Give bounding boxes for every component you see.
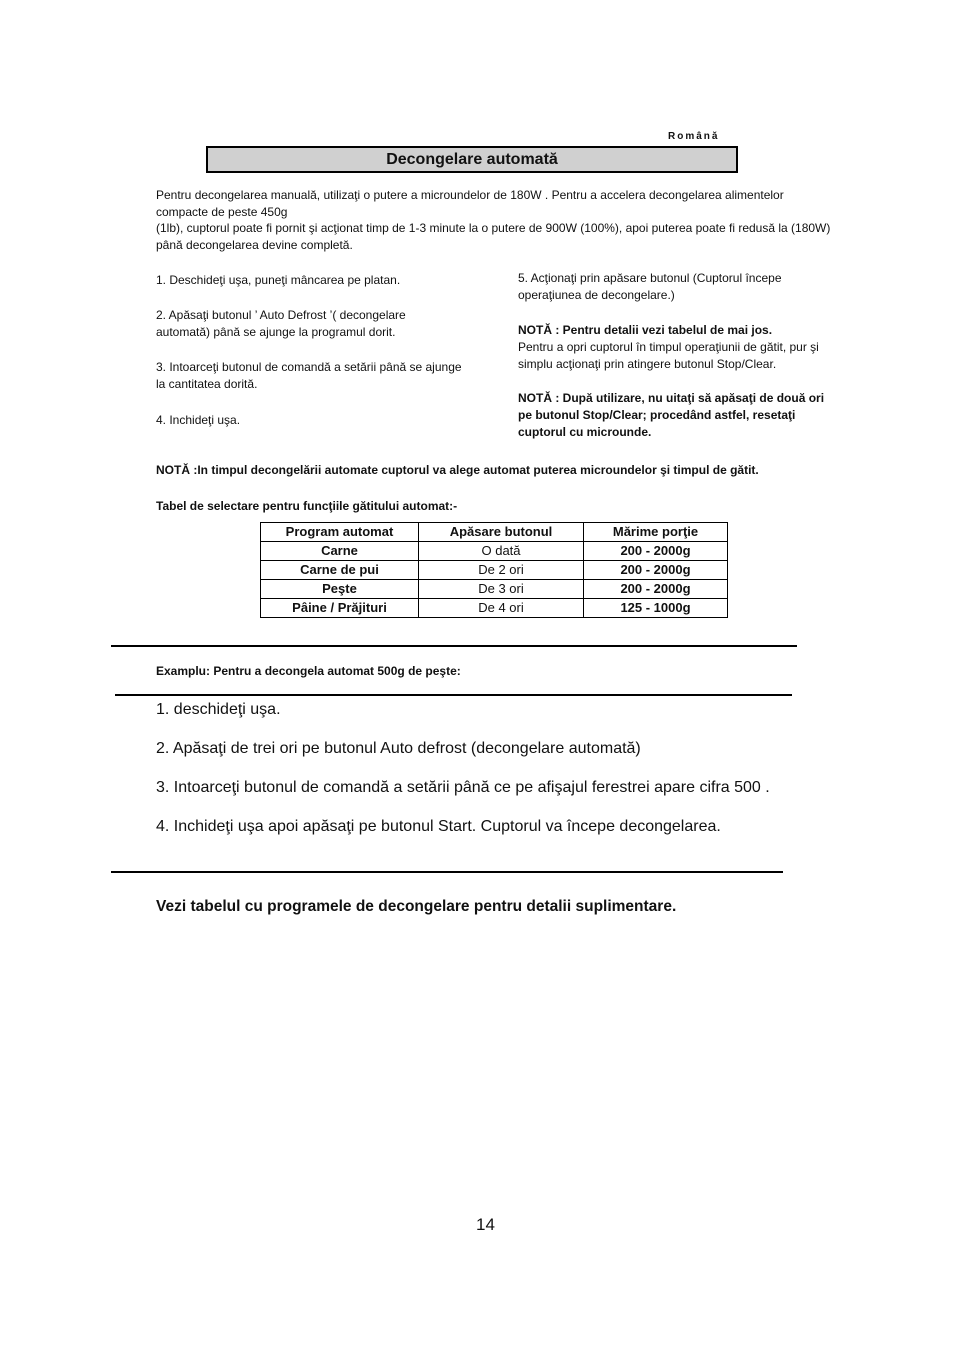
table-title: Tabel de selectare pentru funcţiile gătitului automat:-	[156, 499, 458, 513]
table-header-row	[261, 523, 728, 542]
table-header-press: Apăsare butonul	[419, 523, 584, 542]
table-cell-press: De 3 ori	[419, 580, 584, 599]
table-cell-portion: 200 - 2000g	[584, 542, 728, 561]
table-cell-program: Carne de pui	[261, 561, 419, 580]
table-row	[261, 542, 728, 561]
table-header-program: Program automat	[261, 523, 419, 542]
example-step-2: 2. Apăsaţi de trei ori pe butonul Auto defrost (decongelare automată)	[156, 740, 641, 757]
divider-example	[115, 694, 792, 696]
table-cell-portion: 200 - 2000g	[584, 580, 728, 599]
table-cell-press: De 4 ori	[419, 599, 584, 618]
note-1	[518, 322, 823, 373]
language-label: Română	[668, 131, 720, 142]
step-2: 2. Apăsaţi butonul ’ Auto Defrost ’( decongelare automată) până se ajunge la programul dorit.	[156, 308, 406, 339]
intro-line-2: (1lb), cuptorul poate fi pornit şi acţionat timp de 1-3 minute la o putere de 900W (100%), apoi puterea poate fi redusă la (180W) până decongelarea devine completă.	[156, 221, 831, 252]
table-row	[261, 580, 728, 599]
table-cell-program: Peşte	[261, 580, 419, 599]
example-title: Examplu: Pentru a decongela automat 500g de peşte:	[156, 664, 461, 678]
final-note: Vezi tabelul cu programele de decongelare pentru detalii suplimentare.	[156, 898, 677, 915]
step-1: 1. Deschideţi uşa, puneţi mâncarea pe platan.	[156, 273, 401, 287]
divider-top	[111, 645, 797, 647]
table-cell-press: O dată	[419, 542, 584, 561]
example-step-1: 1. deschideţi uşa.	[156, 701, 281, 718]
intro-paragraph	[156, 187, 836, 253]
intro-line-1: Pentru decongelarea manuală, utilizaţi o putere a microundelor de 180W . Pentru a accelera decongelarea alimentelor compacte de peste 450g	[156, 188, 784, 219]
table-row	[261, 599, 728, 618]
divider-bottom	[111, 871, 783, 873]
step-5: 5. Acţionaţi prin apăsare butonul (Cuptorul începe operaţiunea de decongelare.)	[518, 271, 782, 302]
note-1-body: Pentru a opri cuptorul în timpul operaţiunii de gătit, pur şi simplu acţionaţi prin atingere butonul Stop/Clear.	[518, 340, 819, 371]
step-4: 4. Inchideţi uşa.	[156, 413, 241, 427]
table-cell-portion: 200 - 2000g	[584, 561, 728, 580]
section-title	[206, 146, 738, 173]
table-cell-program: Pâine / Prăjituri	[261, 599, 419, 618]
note-1-title: NOTĂ : Pentru detalii vezi tabelul de mai jos.	[518, 323, 773, 337]
selection-table	[260, 522, 728, 618]
note-2: NOTĂ : După utilizare, nu uitaţi să apăsaţi de două ori pe butonul Stop/Clear; procedând astfel, resetaţi cuptorul cu microunde.	[518, 391, 825, 439]
section-title-text: Decongelare automată	[386, 150, 558, 168]
table-cell-program: Carne	[261, 542, 419, 561]
table-row	[261, 561, 728, 580]
step-3: 3. Intoarceţi butonul de comandă a setării până se ajunge la cantitatea dorită.	[156, 360, 462, 391]
table-cell-press: De 2 ori	[419, 561, 584, 580]
example-step-3: 3. Intoarceţi butonul de comandă a setării până ce pe afişajul ferestrei apare cifra 500 .	[156, 779, 770, 796]
page-number: 14	[476, 1215, 495, 1234]
table-header-portion: Mărime porţie	[584, 523, 728, 542]
example-step-4: 4. Inchideţi uşa apoi apăsaţi pe butonul Start. Cuptorul va începe decongelarea.	[156, 818, 721, 835]
table-cell-portion: 125 - 1000g	[584, 599, 728, 618]
auto-defrost-note: NOTĂ :In timpul decongelării automate cuptorul va alege automat puterea microundelor şi timpul de gătit.	[156, 463, 759, 477]
